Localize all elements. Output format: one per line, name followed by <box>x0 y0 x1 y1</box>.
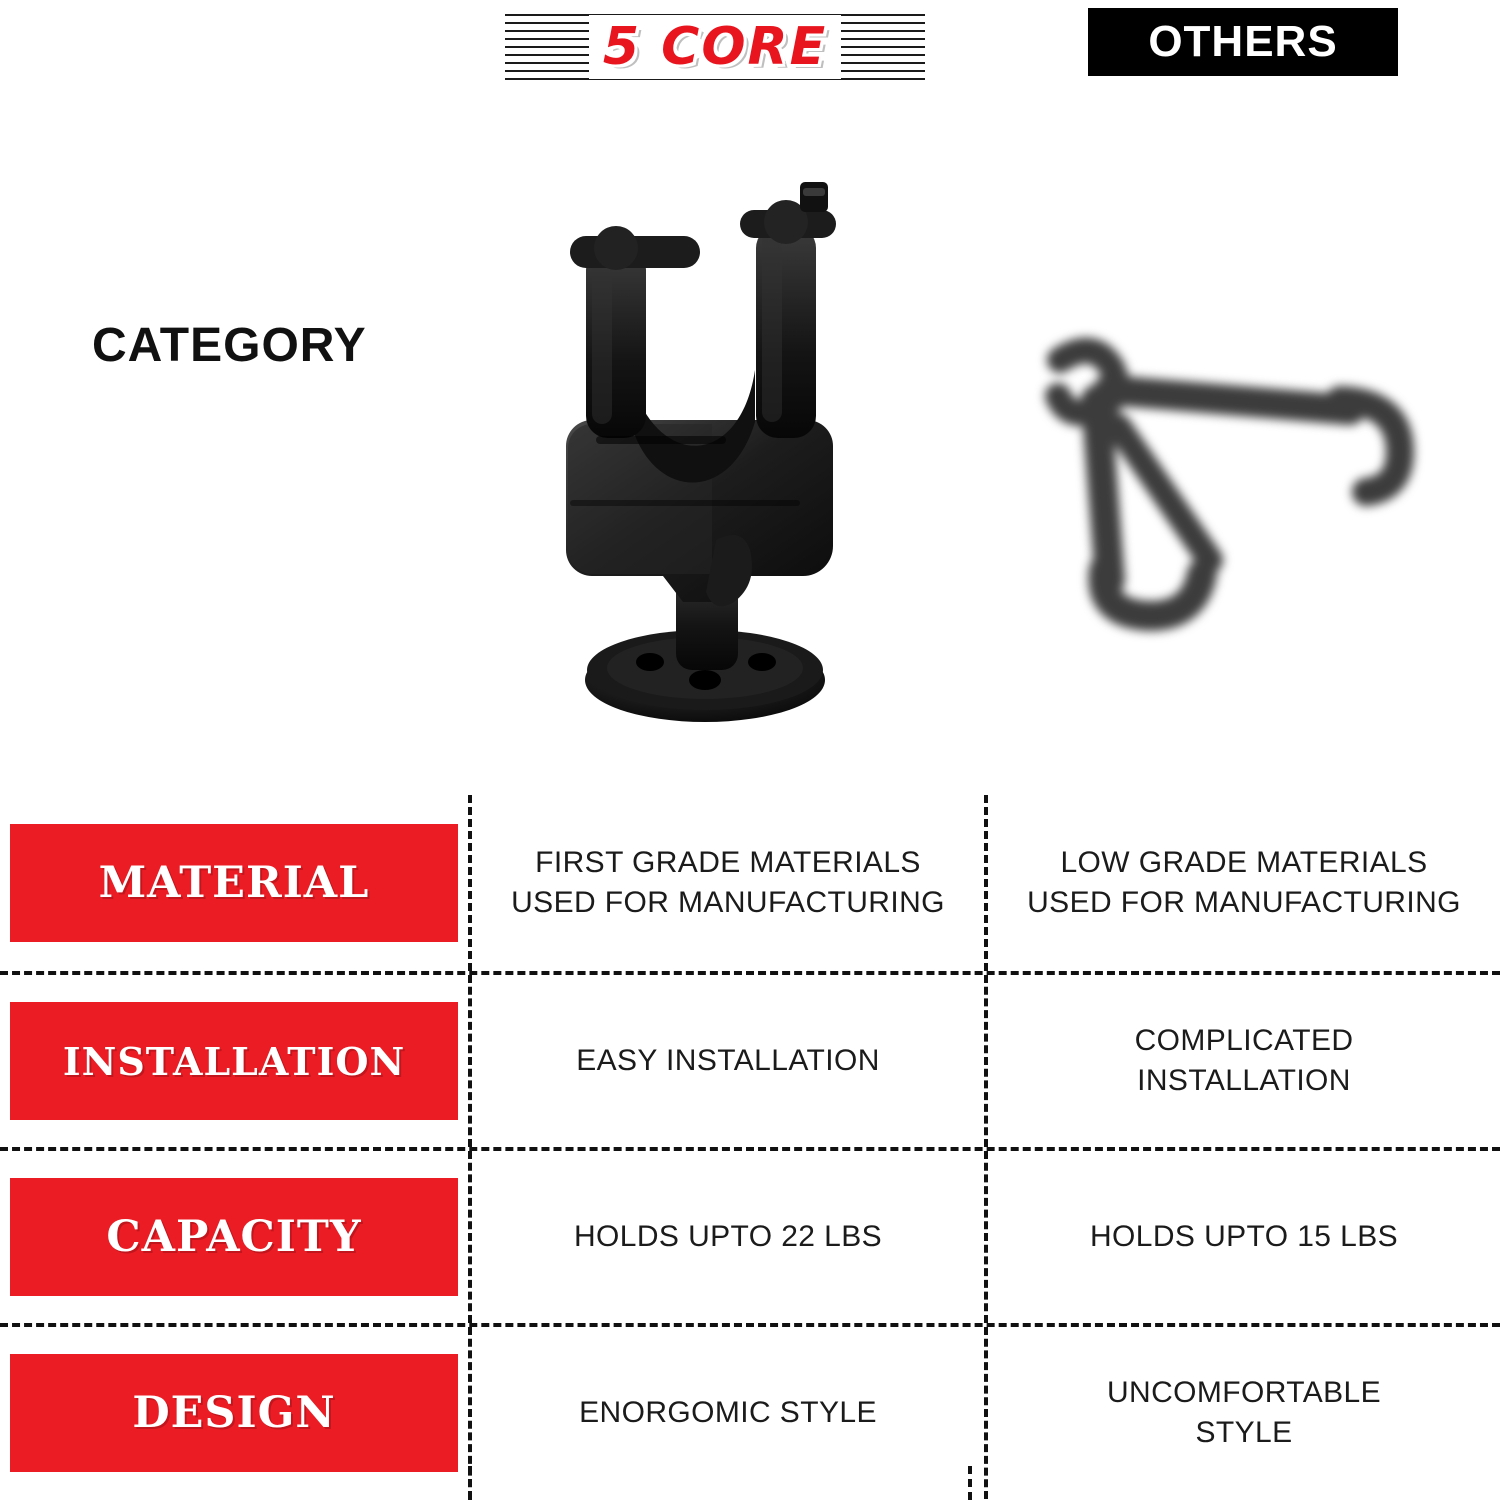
others-value-design <box>988 1327 1500 1499</box>
category-cell <box>0 975 468 1147</box>
brand-logo-5core <box>505 6 925 88</box>
five-core-value-material <box>472 795 984 971</box>
value-line: HOLDS UPTO 15 LBS <box>1089 1220 1399 1254</box>
category-badge-design: DESIGN <box>10 1354 458 1472</box>
category-badge-installation: INSTALLATION <box>10 1002 458 1120</box>
category-cell <box>0 1151 468 1323</box>
value-line: UNCOMFORTABLE <box>1106 1376 1382 1410</box>
value-line: COMPLICATED <box>1134 1024 1354 1058</box>
category-cell <box>0 1327 468 1499</box>
category-badge-material: MATERIAL <box>10 824 458 942</box>
comparison-table <box>0 795 1500 1500</box>
value-line: USED FOR MANUFACTURING <box>511 886 945 919</box>
others-badge: OTHERS <box>1088 8 1398 76</box>
table-row <box>0 1147 1500 1323</box>
value-line: INSTALLATION <box>1137 1064 1351 1097</box>
category-badge-capacity: CAPACITY <box>10 1178 458 1296</box>
five-core-value-capacity <box>472 1151 984 1323</box>
value-line: STYLE <box>1195 1416 1293 1449</box>
value-line: HOLDS UPTO 22 LBS <box>573 1220 883 1254</box>
category-cell <box>0 795 468 971</box>
column-divider-tail <box>968 1466 972 1500</box>
others-value-installation <box>988 975 1500 1147</box>
brand-logo-text: 5 CORE <box>589 15 841 79</box>
five-core-value-design <box>472 1327 984 1499</box>
table-row <box>0 971 1500 1147</box>
five-core-value-installation <box>472 975 984 1147</box>
table-row <box>0 1323 1500 1499</box>
table-row <box>0 795 1500 971</box>
column-divider-tail <box>468 1466 472 1500</box>
value-line: LOW GRADE MATERIALS <box>1060 846 1428 880</box>
product-image-others <box>1000 250 1450 720</box>
product-image-five-core <box>500 170 940 770</box>
value-line: ENORGOMIC STYLE <box>579 1396 877 1430</box>
value-line: USED FOR MANUFACTURING <box>1027 886 1461 919</box>
category-heading: CATEGORY <box>92 319 367 372</box>
value-line: EASY INSTALLATION <box>576 1044 880 1078</box>
others-value-capacity <box>988 1151 1500 1323</box>
others-value-material <box>988 795 1500 971</box>
value-line: FIRST GRADE MATERIALS <box>535 846 921 880</box>
